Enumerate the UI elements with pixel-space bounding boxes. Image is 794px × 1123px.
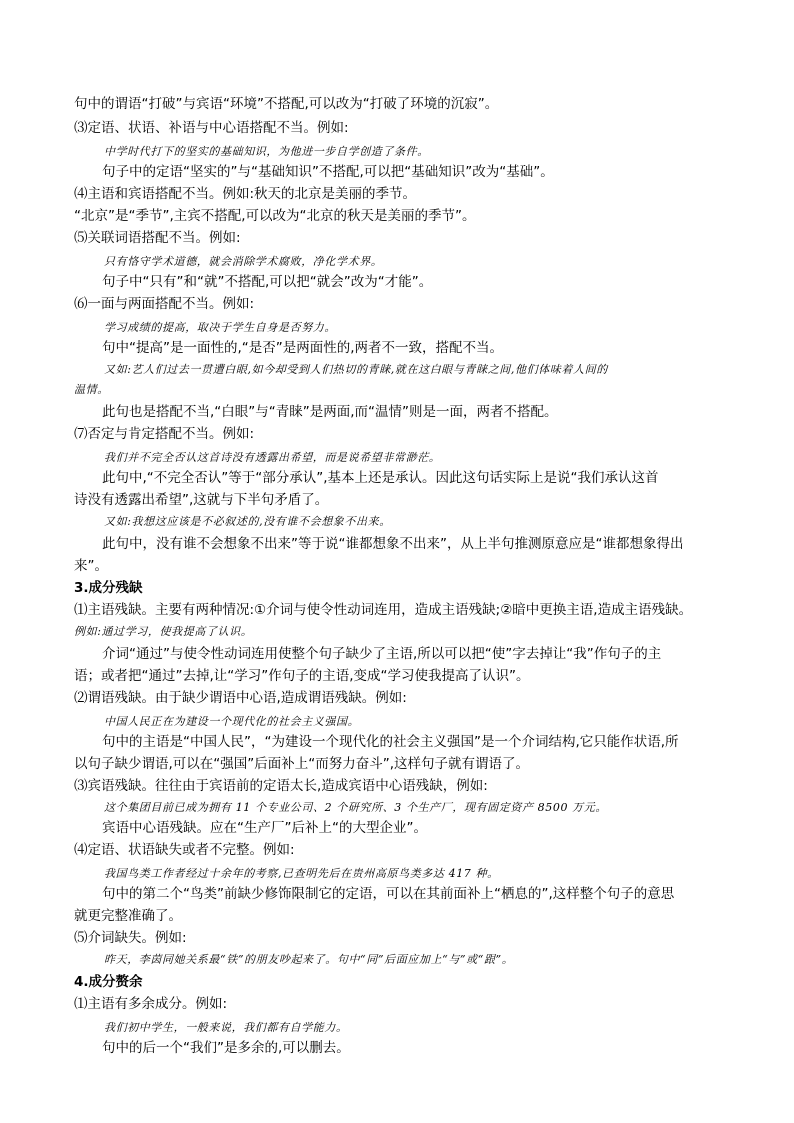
text-line: ⑸介词缺失。例如: [74, 930, 187, 946]
text-line: 此句中,“不完全否认”等于“部分承认”,基本上还是承认。因此这句话实际上是说“我们承认这首 [102, 470, 659, 486]
text-line: 此句也是搭配不当,“白眼”与“青睐”是两面,而“温情”则是一面，两者不搭配。 [102, 404, 558, 420]
example-sentence: 我们初中学生，一般来说，我们都有自学能力。 [104, 1021, 348, 1034]
text-line: 句子中的定语“坚实的”与“基础知识”不搭配,可以把“基础知识”改为“基础”。 [102, 164, 554, 180]
text-line: 来”。 [74, 558, 108, 574]
example-sentence: 学习成绩的提高，取决于学生自身是否努力。 [104, 321, 336, 334]
text-line: 语；或者把“通过”去掉,让“学习”作句子的主语,变成“学习使我提高了认识”。 [74, 668, 530, 684]
text-line: 句中的后一个“我们”是多余的,可以删去。 [102, 1040, 350, 1056]
example-sentence: 中国人民正在为建设一个现代化的社会主义强国。 [104, 715, 360, 728]
text-line: 句子中“只有”和“就”不搭配,可以把“就会”改为“才能”。 [102, 274, 433, 290]
text-line: ⑸关联词语搭配不当。例如: [74, 230, 241, 246]
example-sentence: 昨天，李茵同她关系最“铁”的朋友吵起来了。句中“同”后面应加上“与”或“跟”。 [104, 953, 514, 966]
section-heading: 4.成分赘余 [74, 974, 143, 990]
example-sentence: 我国鸟类工作者经过十余年的考察,已查明先后在贵州高原鸟类多达 417 种。 [104, 867, 499, 880]
example-sentence: 又如:艺人们过去一贯遭白眼,如今却受到人们热切的青睐,就在这白眼与青睐之间,他们体味着人间的 [104, 363, 608, 376]
text-line: 此句中，没有谁不会想象不出来”等于说“谁都想象不出来”，从上半句推测原意应是“谁都想象得出 [102, 536, 684, 552]
text-line: 介词“通过”与使令性动词连用使整个句子缺少了主语,所以可以把“使”字去掉让“我”作句子的主 [102, 646, 662, 662]
text-line: ⑹一面与两面搭配不当。例如: [74, 296, 255, 312]
text-line: 宾语中心语残缺。应在“生产厂”后补上“的大型企业”。 [102, 820, 427, 836]
example-sentence: 例如:通过学习，使我提高了认识。 [74, 625, 253, 638]
example-sentence: 又如:我想这应该是不必叙述的,没有谁不会想象不出来。 [104, 515, 391, 528]
example-sentence: 温情。 [74, 383, 109, 396]
example-sentence: 我们并不完全否认这首诗没有透露出希望，而是说希望非常渺茫。 [104, 451, 441, 464]
text-line: ⑶定语、状语、补语与中心语搭配不当。例如: [74, 120, 349, 136]
example-sentence: 只有恪守学术道德，就会消除学术腐败，净化学术界。 [104, 255, 383, 268]
text-line: ⑶宾语残缺。往往由于宾语前的定语太长,造成宾语中心语残缺，例如: [74, 778, 488, 794]
text-line: 就更完整准确了。 [74, 908, 182, 924]
text-line: “北京”是“季节”,主宾不搭配,可以改为“北京的秋天是美丽的季节”。 [74, 208, 476, 224]
text-line: 诗没有透露出希望”,这就与下半句矛盾了。 [74, 492, 329, 508]
section-heading: 3.成分残缺 [74, 580, 143, 596]
text-line: ⑴主语有多余成分。例如: [74, 996, 228, 1012]
text-line: ⑴主语残缺。主要有两种情况:①介词与使令性动词连用，造成主语残缺;②暗中更换主语,造成主语残缺。 [74, 602, 693, 618]
text-line: 句中的谓语“打破”与宾语“环境”不搭配,可以改为“打破了环境的沉寂”。 [74, 96, 499, 112]
text-line: ⑷主语和宾语搭配不当。例如:秋天的北京是美丽的季节。 [74, 186, 417, 202]
text-line: 句中的第二个“鸟类”前缺少修饰限制它的定语，可以在其前面补上“栖息的”,这样整个句子的意思 [102, 886, 675, 902]
text-line: ⑷定语、状语缺失或者不完整。例如: [74, 842, 295, 858]
text-line: 句中“提高”是一面性的,“是否”是两面性的,两者不一致，搭配不当。 [102, 340, 504, 356]
example-sentence: 中学时代打下的坚实的基础知识，为他进一步自学创造了条件。 [104, 145, 429, 158]
example-sentence: 这个集团目前已成为拥有 11 个专业公司、2 个研究所、3 个生产厂，现有固定资产 8500 万元。 [104, 801, 607, 814]
text-line: ⑺否定与肯定搭配不当。例如: [74, 426, 255, 442]
text-line: ⑵谓语残缺。由于缺少谓语中心语,造成谓语残缺。例如: [74, 690, 407, 706]
text-line: 句中的主语是“中国人民”，“为建设一个现代化的社会主义强国”是一个介词结构,它只能作状语,所 [102, 734, 679, 750]
text-line: 以句子缺少谓语,可以在“强国”后面补上“而努力奋斗”,这样句子就有谓语了。 [74, 756, 530, 772]
